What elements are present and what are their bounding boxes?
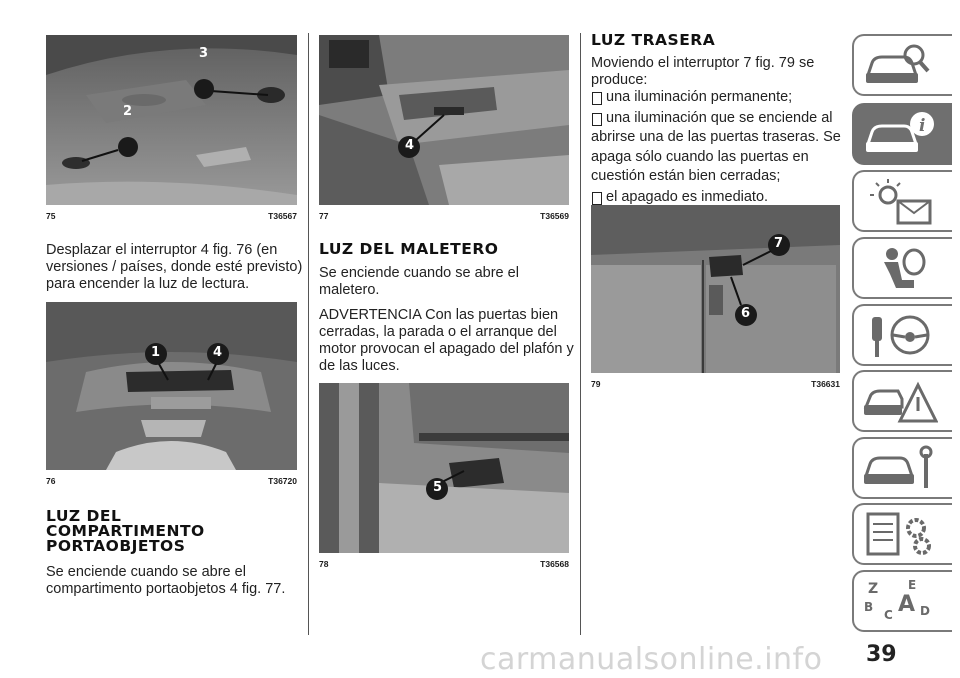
tab-car-magnifier[interactable] xyxy=(852,34,952,96)
svg-text:D: D xyxy=(920,604,930,618)
text-line: apaga sólo cuando las puertas en xyxy=(591,148,809,165)
figure-76-photo xyxy=(46,302,297,470)
tab-safety[interactable] xyxy=(852,237,952,299)
column-divider xyxy=(308,33,309,635)
svg-text:E: E xyxy=(908,578,917,592)
car-info-icon xyxy=(862,110,938,160)
col3-bullet-list xyxy=(591,89,841,206)
text-line: Moviendo el interruptor 7 fig. 79 se xyxy=(591,55,815,71)
heading-line: LUZ DEL xyxy=(46,507,122,525)
alphabet-index-icon xyxy=(862,577,938,627)
heading-luz-trasera: LUZ TRASERA xyxy=(591,31,716,49)
checkbox-bullet-icon xyxy=(592,192,602,205)
text-line: una iluminación permanente; xyxy=(606,89,793,105)
col1-paragraph-2 xyxy=(46,564,285,598)
text-line: cuestión están bien cerradas; xyxy=(591,168,781,184)
tab-car-info[interactable] xyxy=(852,103,952,165)
text-line: de las luces. xyxy=(319,358,400,374)
tab-emergency[interactable] xyxy=(852,370,952,432)
callout-1: 1 xyxy=(151,345,161,360)
figure-79-photo xyxy=(591,205,840,373)
svg-text:B: B xyxy=(864,600,874,614)
watermark: carmanualsonline.info xyxy=(480,642,823,677)
text-line: produce: xyxy=(591,72,648,88)
text-line: abrirse una de las puertas traseras. Se xyxy=(591,129,841,145)
figure-78-caption xyxy=(319,559,569,571)
list-item xyxy=(591,110,841,128)
checkbox-bullet-icon xyxy=(592,113,602,126)
heading-line: COMPARTIMENTO xyxy=(46,522,205,540)
figure-number: 77 xyxy=(319,211,329,221)
text-line: Se enciende cuando se abre el xyxy=(319,265,519,281)
figure-code: T36567 xyxy=(268,211,297,221)
specs-gears-icon xyxy=(862,510,938,560)
list-item xyxy=(591,189,841,207)
callout-2: 2 xyxy=(123,104,133,119)
text-line: motor provocan el apagado del plafón y xyxy=(319,341,574,357)
warning-light-envelope-icon xyxy=(862,177,938,227)
callout-6: 6 xyxy=(741,306,751,321)
figure-79-caption xyxy=(591,379,840,391)
svg-text:C: C xyxy=(884,608,893,622)
figure-number: 76 xyxy=(46,476,56,486)
svg-text:A: A xyxy=(898,592,916,617)
column-divider xyxy=(580,33,581,635)
airbag-seat-icon xyxy=(862,244,938,294)
text-line: el apagado es inmediato. xyxy=(606,188,769,205)
figure-77-caption xyxy=(319,211,569,223)
callout-7: 7 xyxy=(774,236,784,251)
figure-75-photo xyxy=(46,35,297,205)
figure-code: T36568 xyxy=(540,559,569,569)
tab-maintenance[interactable] xyxy=(852,437,952,499)
car-warning-triangle-icon xyxy=(862,377,938,427)
tab-warning-lights[interactable] xyxy=(852,170,952,232)
page-number: 39 xyxy=(866,642,897,667)
figure-code: T36631 xyxy=(811,379,840,389)
col3-intro xyxy=(591,55,814,89)
callout-5: 5 xyxy=(433,480,443,495)
list-item xyxy=(591,89,841,107)
text-line: Desplazar el interruptor 4 fig. 76 (en xyxy=(46,242,278,258)
col2-paragraph-1 xyxy=(319,265,519,299)
text-line: compartimento portaobjetos 4 fig. 77. xyxy=(46,581,286,597)
figure-76-caption xyxy=(46,476,297,488)
figure-code: T36569 xyxy=(540,211,569,221)
car-wrench-icon xyxy=(862,444,938,494)
text-line: Se enciende cuando se abre el xyxy=(46,564,246,580)
key-steering-wheel-icon xyxy=(862,311,938,361)
tab-index[interactable] xyxy=(852,570,952,632)
figure-78-photo xyxy=(319,383,569,553)
col2-paragraph-2 xyxy=(319,307,574,375)
heading-line: PORTAOBJETOS xyxy=(46,537,186,555)
car-magnifier-icon xyxy=(862,41,938,91)
callout-3: 3 xyxy=(199,46,209,61)
tab-starting-driving[interactable] xyxy=(852,304,952,366)
heading-luz-del-maletero: LUZ DEL MALETERO xyxy=(319,240,499,258)
text-line: ADVERTENCIA Con las puertas bien xyxy=(319,307,559,323)
text-line: versiones / países, donde esté previsto) xyxy=(46,259,303,275)
figure-77-photo xyxy=(319,35,569,205)
svg-text:Z: Z xyxy=(868,581,879,597)
figure-number: 75 xyxy=(46,211,56,221)
list-item-continuation xyxy=(591,128,841,187)
callout-4: 4 xyxy=(213,345,223,360)
figure-75-caption xyxy=(46,211,297,223)
text-line: una iluminación que se enciende al xyxy=(606,109,833,126)
figure-code: T36720 xyxy=(268,476,297,486)
tab-technical-data[interactable] xyxy=(852,503,952,565)
col1-paragraph-1 xyxy=(46,242,302,293)
checkbox-bullet-icon xyxy=(592,92,602,105)
text-line: cerradas, la parada o el arranque del xyxy=(319,324,557,340)
callout-4: 4 xyxy=(405,138,415,153)
heading-luz-del-compartimento xyxy=(46,509,205,554)
text-line: para encender la luz de lectura. xyxy=(46,276,250,292)
figure-number: 79 xyxy=(591,379,601,389)
text-line: maletero. xyxy=(319,282,380,298)
svg-text:i: i xyxy=(919,116,926,136)
figure-number: 78 xyxy=(319,559,329,569)
